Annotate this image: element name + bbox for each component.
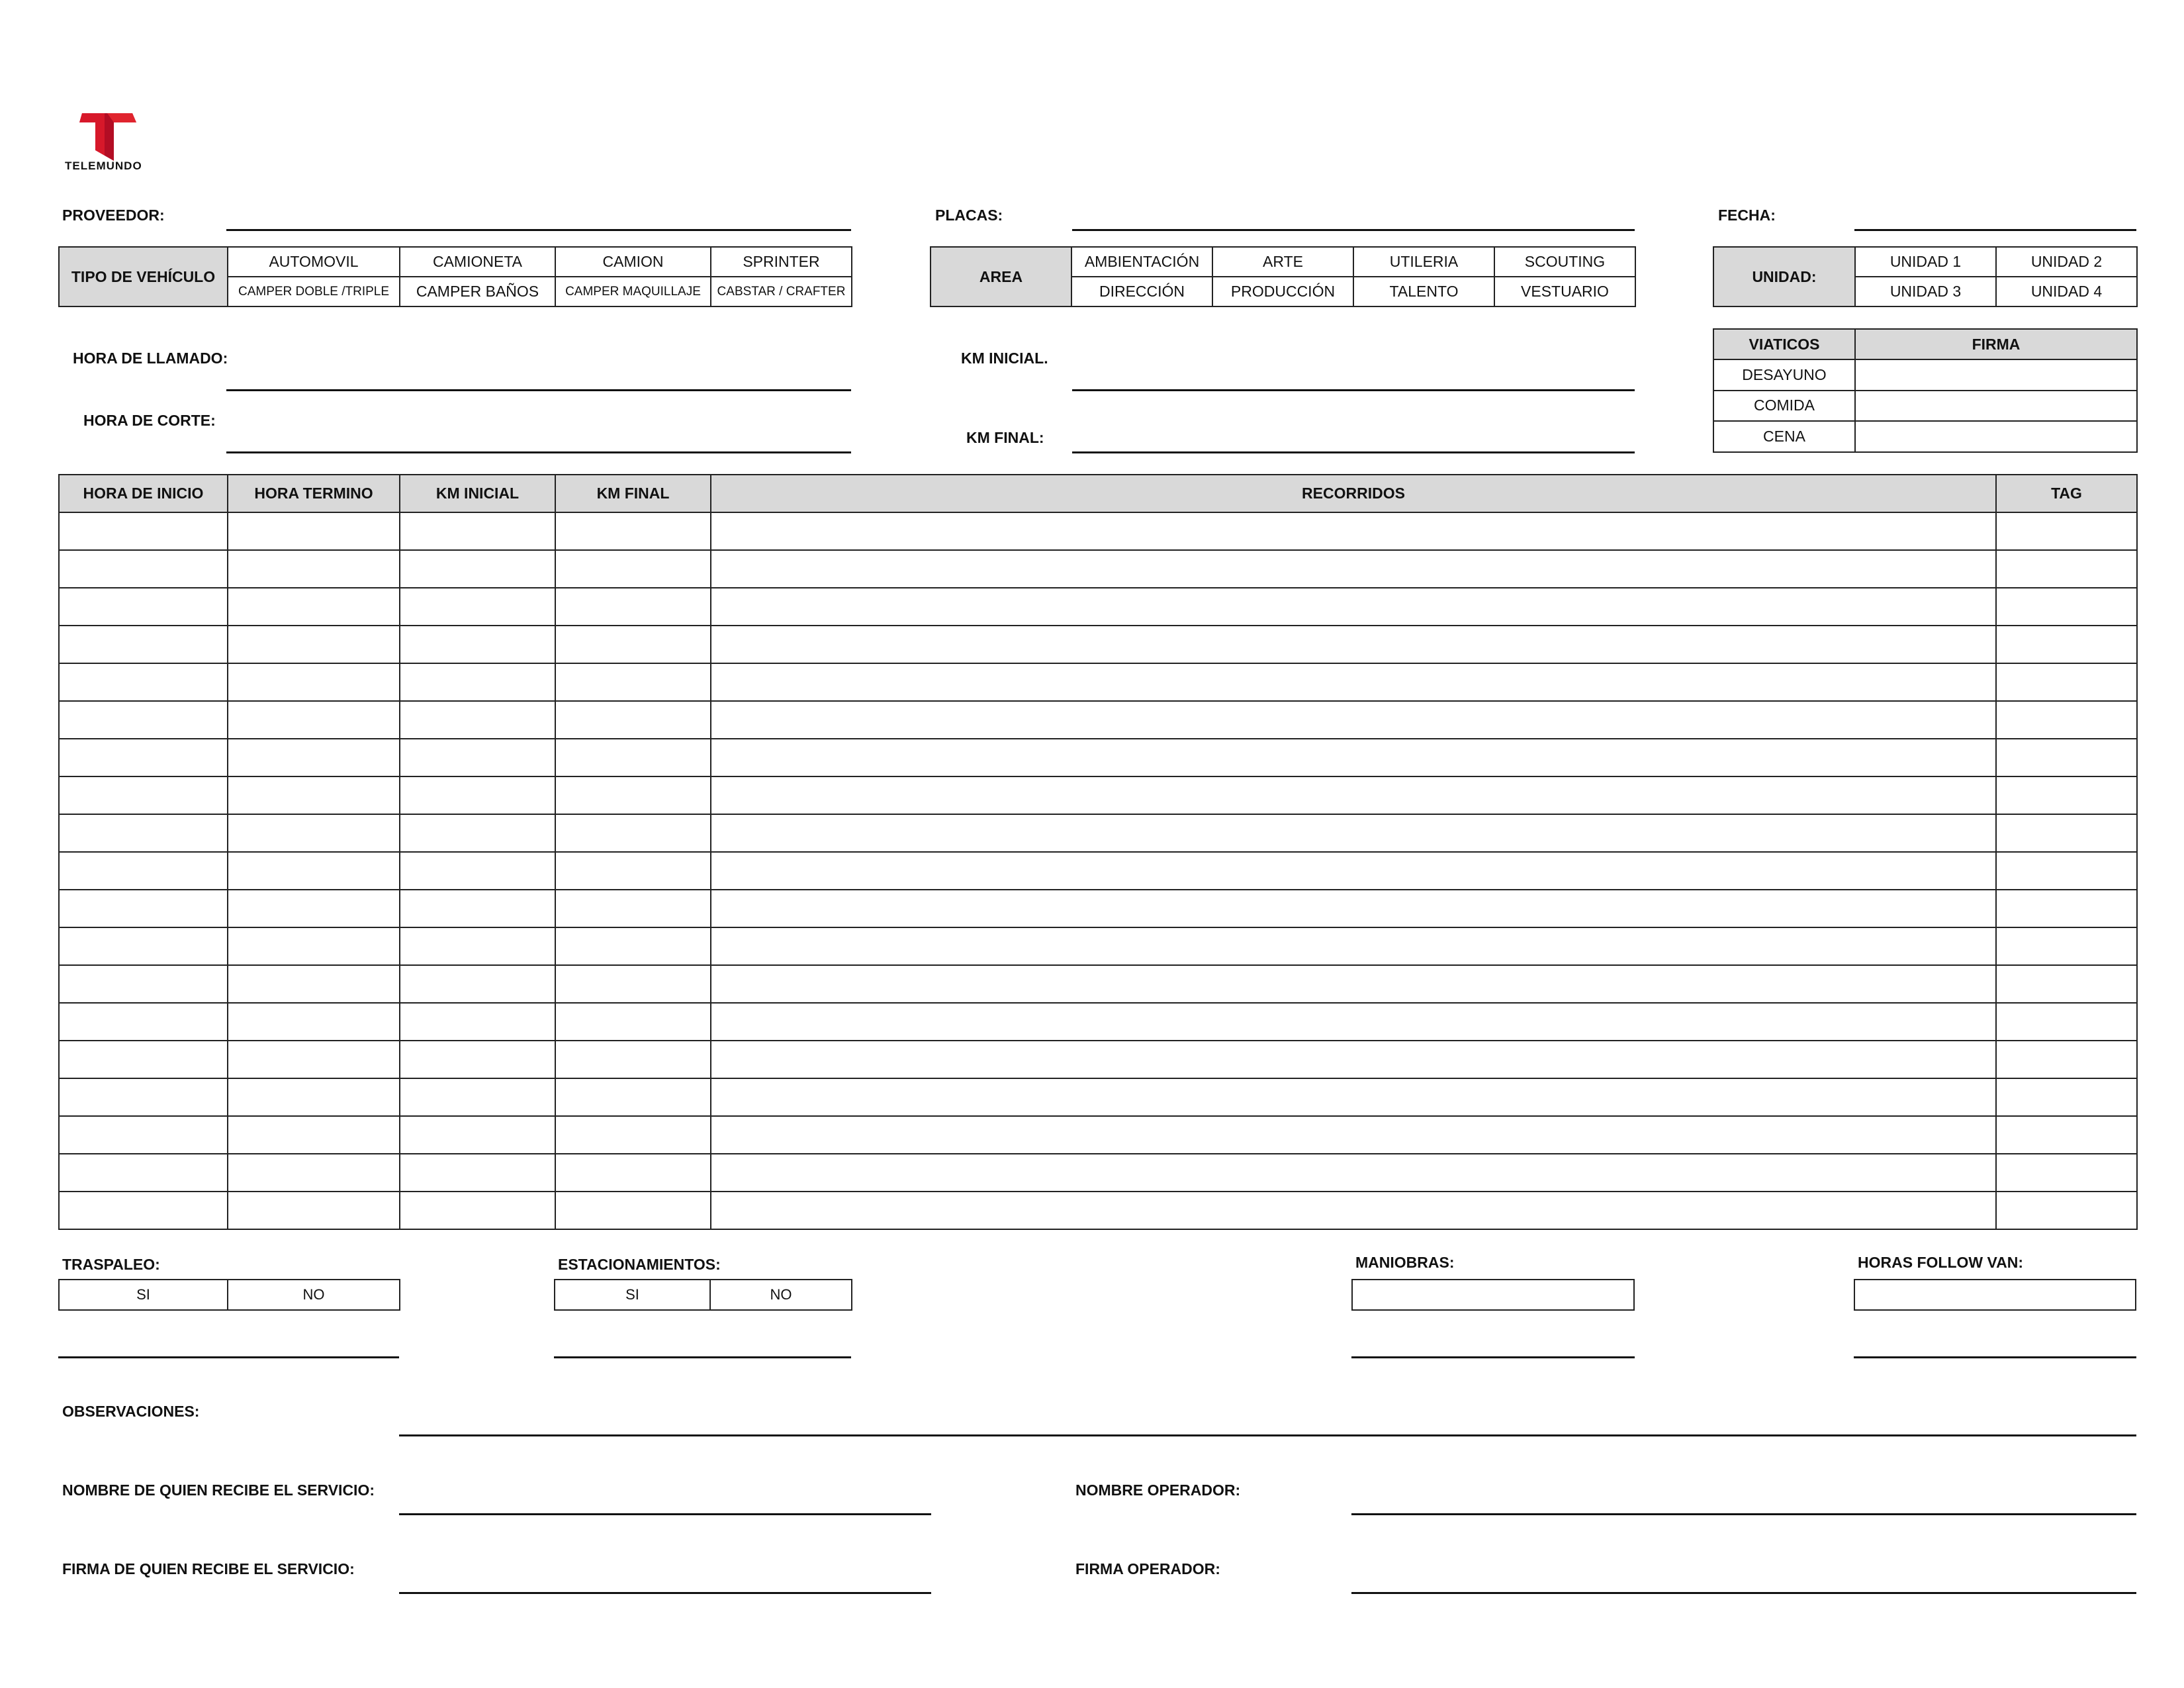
- cell-km-final[interactable]: [555, 814, 711, 852]
- firma-header: FIRMA: [1855, 329, 2137, 359]
- table-row: [59, 927, 2137, 965]
- cell-hora-inicio[interactable]: [59, 965, 228, 1003]
- maniobras-label: MANIOBRAS:: [1355, 1254, 1455, 1271]
- horas-follow-van-label: HORAS FOLLOW VAN:: [1858, 1254, 2023, 1271]
- cell-km-inicial[interactable]: [400, 550, 555, 588]
- cell-hora-termino[interactable]: [228, 852, 400, 890]
- telemundo-logo: [64, 109, 150, 175]
- col-hora-termino: HORA TERMINO: [228, 475, 400, 512]
- cell-tag[interactable]: [1996, 626, 2137, 663]
- cell-km-final[interactable]: [555, 1078, 711, 1116]
- col-tag: TAG: [1996, 475, 2137, 512]
- estacionamientos-options: [554, 1279, 852, 1311]
- cell-km-final[interactable]: [555, 1154, 711, 1192]
- area-option-direccion[interactable]: DIRECCIÓN: [1071, 277, 1212, 306]
- cell-km-final[interactable]: [555, 588, 711, 626]
- firma-recibe-field[interactable]: [399, 1592, 931, 1594]
- cell-hora-inicio[interactable]: [59, 512, 228, 550]
- unidad-label: UNIDAD:: [1713, 247, 1855, 306]
- unidad-option-2[interactable]: UNIDAD 2: [1996, 247, 2137, 277]
- area-option-utileria[interactable]: UTILERIA: [1353, 247, 1494, 277]
- cell-km-inicial[interactable]: [400, 739, 555, 776]
- unidad-option-3[interactable]: UNIDAD 3: [1855, 277, 1996, 306]
- cell-hora-inicio[interactable]: [59, 701, 228, 739]
- cell-km-inicial[interactable]: [400, 588, 555, 626]
- cell-km-final[interactable]: [555, 1041, 711, 1078]
- area-option-arte[interactable]: ARTE: [1212, 247, 1353, 277]
- cell-tag[interactable]: [1996, 663, 2137, 701]
- cell-km-final[interactable]: [555, 1003, 711, 1041]
- area-option-vestuario[interactable]: VESTUARIO: [1494, 277, 1635, 306]
- placas-field[interactable]: [1072, 229, 1635, 231]
- table-row: [59, 1041, 2137, 1078]
- cell-tag[interactable]: [1996, 776, 2137, 814]
- firma-operador-label: FIRMA OPERADOR:: [1075, 1560, 1220, 1577]
- cell-recorridos[interactable]: [711, 1003, 1996, 1041]
- cell-hora-inicio[interactable]: [59, 1041, 228, 1078]
- area-option-scouting[interactable]: SCOUTING: [1494, 247, 1635, 277]
- cell-recorridos[interactable]: [711, 626, 1996, 663]
- table-row: [59, 852, 2137, 890]
- cell-recorridos[interactable]: [711, 852, 1996, 890]
- cell-tag[interactable]: [1996, 550, 2137, 588]
- cell-hora-inicio[interactable]: [59, 1003, 228, 1041]
- cell-hora-termino[interactable]: [228, 550, 400, 588]
- vehicle-option-camioneta[interactable]: CAMIONETA: [400, 247, 555, 277]
- cell-hora-inicio[interactable]: [59, 776, 228, 814]
- area-option-talento[interactable]: TALENTO: [1353, 277, 1494, 306]
- km-final-field[interactable]: [1072, 451, 1635, 453]
- cell-recorridos[interactable]: [711, 663, 1996, 701]
- cell-tag[interactable]: [1996, 852, 2137, 890]
- cell-km-inicial[interactable]: [400, 1154, 555, 1192]
- viaticos-table: [1713, 328, 2138, 453]
- cell-recorridos[interactable]: [711, 701, 1996, 739]
- cell-km-inicial[interactable]: [400, 852, 555, 890]
- unidad-grid: [1713, 246, 2138, 307]
- cell-hora-inicio[interactable]: [59, 1192, 228, 1229]
- cell-hora-termino[interactable]: [228, 1192, 400, 1229]
- table-row: [59, 512, 2137, 550]
- cell-hora-inicio[interactable]: [59, 890, 228, 927]
- cell-recorridos[interactable]: [711, 965, 1996, 1003]
- traspaleo-options: [58, 1279, 400, 1311]
- cell-recorridos[interactable]: [711, 890, 1996, 927]
- col-km-inicial: KM INICIAL: [400, 475, 555, 512]
- hora-corte-field[interactable]: [226, 451, 851, 453]
- traspaleo-si[interactable]: SI: [59, 1280, 228, 1310]
- cell-hora-inicio[interactable]: [59, 1116, 228, 1154]
- table-row: [59, 1078, 2137, 1116]
- firma-recibe-label: FIRMA DE QUIEN RECIBE EL SERVICIO:: [62, 1560, 355, 1577]
- nombre-recibe-label: NOMBRE DE QUIEN RECIBE EL SERVICIO:: [62, 1481, 375, 1499]
- cell-tag[interactable]: [1996, 1192, 2137, 1229]
- cell-km-final[interactable]: [555, 701, 711, 739]
- cell-km-final[interactable]: [555, 1192, 711, 1229]
- placas-label: PLACAS:: [935, 207, 1003, 224]
- cell-hora-inicio[interactable]: [59, 852, 228, 890]
- table-row: [59, 1154, 2137, 1192]
- cell-hora-termino[interactable]: [228, 701, 400, 739]
- fecha-label: FECHA:: [1718, 207, 1776, 224]
- cell-hora-inicio[interactable]: [59, 626, 228, 663]
- table-row: [59, 626, 2137, 663]
- table-row: [59, 701, 2137, 739]
- cell-tag[interactable]: [1996, 1116, 2137, 1154]
- table-row: [59, 814, 2137, 852]
- col-hora-inicio: HORA DE INICIO: [59, 475, 228, 512]
- cell-tag[interactable]: [1996, 739, 2137, 776]
- proveedor-field[interactable]: [226, 229, 851, 231]
- table-row: [59, 1192, 2137, 1229]
- table-row: [59, 890, 2137, 927]
- cell-km-inicial[interactable]: [400, 1003, 555, 1041]
- cell-km-final[interactable]: [555, 663, 711, 701]
- traspaleo-label: TRASPALEO:: [62, 1256, 160, 1273]
- cell-recorridos[interactable]: [711, 1154, 1996, 1192]
- cell-recorridos[interactable]: [711, 814, 1996, 852]
- table-row: [59, 965, 2137, 1003]
- cell-km-inicial[interactable]: [400, 512, 555, 550]
- cell-tag[interactable]: [1996, 588, 2137, 626]
- viaticos-cena: CENA: [1713, 421, 1855, 452]
- cell-hora-inicio[interactable]: [59, 550, 228, 588]
- cell-km-final[interactable]: [555, 739, 711, 776]
- cell-tag[interactable]: [1996, 1003, 2137, 1041]
- cell-hora-termino[interactable]: [228, 512, 400, 550]
- cell-recorridos[interactable]: [711, 1041, 1996, 1078]
- cell-km-inicial[interactable]: [400, 1041, 555, 1078]
- area-option-ambientacion[interactable]: AMBIENTACIÓN: [1071, 247, 1212, 277]
- unidad-option-1[interactable]: UNIDAD 1: [1855, 247, 1996, 277]
- hora-llamado-field[interactable]: [226, 389, 851, 391]
- cell-recorridos[interactable]: [711, 1192, 1996, 1229]
- cell-hora-inicio[interactable]: [59, 588, 228, 626]
- cell-km-final[interactable]: [555, 512, 711, 550]
- cell-km-final[interactable]: [555, 776, 711, 814]
- cell-km-inicial[interactable]: [400, 965, 555, 1003]
- firma-comida-field[interactable]: [1855, 391, 2137, 422]
- firma-operador-field[interactable]: [1351, 1592, 2136, 1594]
- cell-km-inicial[interactable]: [400, 927, 555, 965]
- estacionamientos-label: ESTACIONAMIENTOS:: [558, 1256, 721, 1273]
- cell-hora-termino[interactable]: [228, 1078, 400, 1116]
- km-inicial-field[interactable]: [1072, 389, 1635, 391]
- area-option-produccion[interactable]: PRODUCCIÓN: [1212, 277, 1353, 306]
- cell-km-inicial[interactable]: [400, 626, 555, 663]
- cell-recorridos[interactable]: [711, 1078, 1996, 1116]
- logo-wordmark: TELEMUNDO: [65, 160, 142, 172]
- cell-km-final[interactable]: [555, 550, 711, 588]
- cell-recorridos[interactable]: [711, 927, 1996, 965]
- cell-km-inicial[interactable]: [400, 814, 555, 852]
- cell-hora-termino[interactable]: [228, 927, 400, 965]
- cell-hora-termino[interactable]: [228, 890, 400, 927]
- cell-km-final[interactable]: [555, 927, 711, 965]
- cell-km-final[interactable]: [555, 890, 711, 927]
- cell-tag[interactable]: [1996, 1041, 2137, 1078]
- recorridos-table: [58, 474, 2138, 1230]
- viaticos-comida: COMIDA: [1713, 391, 1855, 422]
- table-row: [59, 1116, 2137, 1154]
- vehicle-option-camper-maquillaje[interactable]: CAMPER MAQUILLAJE: [555, 277, 711, 306]
- cell-hora-termino[interactable]: [228, 588, 400, 626]
- cell-hora-termino[interactable]: [228, 1116, 400, 1154]
- cell-hora-inicio[interactable]: [59, 739, 228, 776]
- viaticos-header: VIATICOS: [1713, 329, 1855, 359]
- proveedor-label: PROVEEDOR:: [62, 207, 165, 224]
- maniobras-box: [1351, 1279, 1635, 1311]
- horas-follow-van-field[interactable]: [1854, 1280, 2136, 1310]
- cell-hora-inicio[interactable]: [59, 1154, 228, 1192]
- cell-hora-inicio[interactable]: [59, 1078, 228, 1116]
- cell-km-final[interactable]: [555, 965, 711, 1003]
- nombre-operador-field[interactable]: [1351, 1513, 2136, 1515]
- cell-hora-termino[interactable]: [228, 965, 400, 1003]
- cell-recorridos[interactable]: [711, 739, 1996, 776]
- fecha-field[interactable]: [1854, 229, 2136, 231]
- cell-tag[interactable]: [1996, 814, 2137, 852]
- cell-hora-inicio[interactable]: [59, 814, 228, 852]
- table-row: [59, 1003, 2137, 1041]
- traspaleo-no[interactable]: NO: [228, 1280, 400, 1310]
- cell-recorridos[interactable]: [711, 1116, 1996, 1154]
- cell-km-final[interactable]: [555, 852, 711, 890]
- vehicle-option-sprinter[interactable]: SPRINTER: [711, 247, 852, 277]
- cell-hora-inicio[interactable]: [59, 663, 228, 701]
- firma-cena-field[interactable]: [1855, 421, 2137, 452]
- col-km-final: KM FINAL: [555, 475, 711, 512]
- observaciones-label: OBSERVACIONES:: [62, 1403, 200, 1420]
- vehicle-option-camper-banos[interactable]: CAMPER BAÑOS: [400, 277, 555, 306]
- vehicle-option-automovil[interactable]: AUTOMOVIL: [228, 247, 400, 277]
- maniobras-field[interactable]: [1352, 1280, 1634, 1310]
- cell-tag[interactable]: [1996, 1154, 2137, 1192]
- cell-hora-termino[interactable]: [228, 1003, 400, 1041]
- cell-km-inicial[interactable]: [400, 890, 555, 927]
- table-row: [59, 776, 2137, 814]
- km-final-label: KM FINAL:: [966, 429, 1044, 446]
- estacionamientos-no[interactable]: NO: [710, 1280, 852, 1310]
- horas-follow-van-line[interactable]: [1854, 1356, 2136, 1358]
- nombre-operador-label: NOMBRE OPERADOR:: [1075, 1481, 1241, 1499]
- area-label: AREA: [931, 247, 1071, 306]
- traspaleo-field[interactable]: [58, 1356, 399, 1358]
- viaticos-desayuno: DESAYUNO: [1713, 359, 1855, 391]
- maniobras-line[interactable]: [1351, 1356, 1635, 1358]
- cell-recorridos[interactable]: [711, 588, 1996, 626]
- recorridos-body: [59, 512, 2137, 1229]
- cell-tag[interactable]: [1996, 1078, 2137, 1116]
- cell-tag[interactable]: [1996, 927, 2137, 965]
- table-row: [59, 739, 2137, 776]
- vehicle-option-camion[interactable]: CAMION: [555, 247, 711, 277]
- observaciones-field[interactable]: [399, 1434, 2136, 1436]
- table-row: [59, 588, 2137, 626]
- vehicle-type-grid: [58, 246, 852, 307]
- cell-tag[interactable]: [1996, 965, 2137, 1003]
- cell-hora-termino[interactable]: [228, 663, 400, 701]
- unidad-option-4[interactable]: UNIDAD 4: [1996, 277, 2137, 306]
- cell-hora-termino[interactable]: [228, 776, 400, 814]
- cell-tag[interactable]: [1996, 890, 2137, 927]
- cell-hora-termino[interactable]: [228, 739, 400, 776]
- cell-recorridos[interactable]: [711, 550, 1996, 588]
- cell-recorridos[interactable]: [711, 776, 1996, 814]
- cell-km-inicial[interactable]: [400, 1116, 555, 1154]
- estacionamientos-field[interactable]: [554, 1356, 851, 1358]
- vehicle-type-label: TIPO DE VEHÍCULO: [59, 247, 228, 306]
- horas-follow-van-box: [1854, 1279, 2136, 1311]
- cell-tag[interactable]: [1996, 512, 2137, 550]
- nombre-recibe-field[interactable]: [399, 1513, 931, 1515]
- table-row: [59, 663, 2137, 701]
- cell-km-inicial[interactable]: [400, 663, 555, 701]
- cell-hora-termino[interactable]: [228, 1154, 400, 1192]
- area-grid: [930, 246, 1636, 307]
- hora-corte-label: HORA DE CORTE:: [83, 412, 216, 429]
- table-row: [59, 550, 2137, 588]
- hora-llamado-label: HORA DE LLAMADO:: [73, 350, 228, 367]
- telemundo-t-icon: [64, 109, 150, 162]
- col-recorridos: RECORRIDOS: [711, 475, 1996, 512]
- vehicle-option-cabstar[interactable]: CABSTAR / CRAFTER: [711, 277, 852, 306]
- cell-km-inicial[interactable]: [400, 1192, 555, 1229]
- cell-km-inicial[interactable]: [400, 1078, 555, 1116]
- cell-hora-termino[interactable]: [228, 814, 400, 852]
- cell-hora-termino[interactable]: [228, 1041, 400, 1078]
- vehicle-option-camper-doble[interactable]: CAMPER DOBLE /TRIPLE: [228, 277, 400, 306]
- firma-desayuno-field[interactable]: [1855, 359, 2137, 391]
- cell-km-final[interactable]: [555, 1116, 711, 1154]
- cell-tag[interactable]: [1996, 701, 2137, 739]
- cell-km-final[interactable]: [555, 626, 711, 663]
- cell-km-inicial[interactable]: [400, 701, 555, 739]
- cell-recorridos[interactable]: [711, 512, 1996, 550]
- km-inicial-label: KM INICIAL.: [961, 350, 1048, 367]
- cell-hora-inicio[interactable]: [59, 927, 228, 965]
- cell-km-inicial[interactable]: [400, 776, 555, 814]
- cell-hora-termino[interactable]: [228, 626, 400, 663]
- estacionamientos-si[interactable]: SI: [555, 1280, 710, 1310]
